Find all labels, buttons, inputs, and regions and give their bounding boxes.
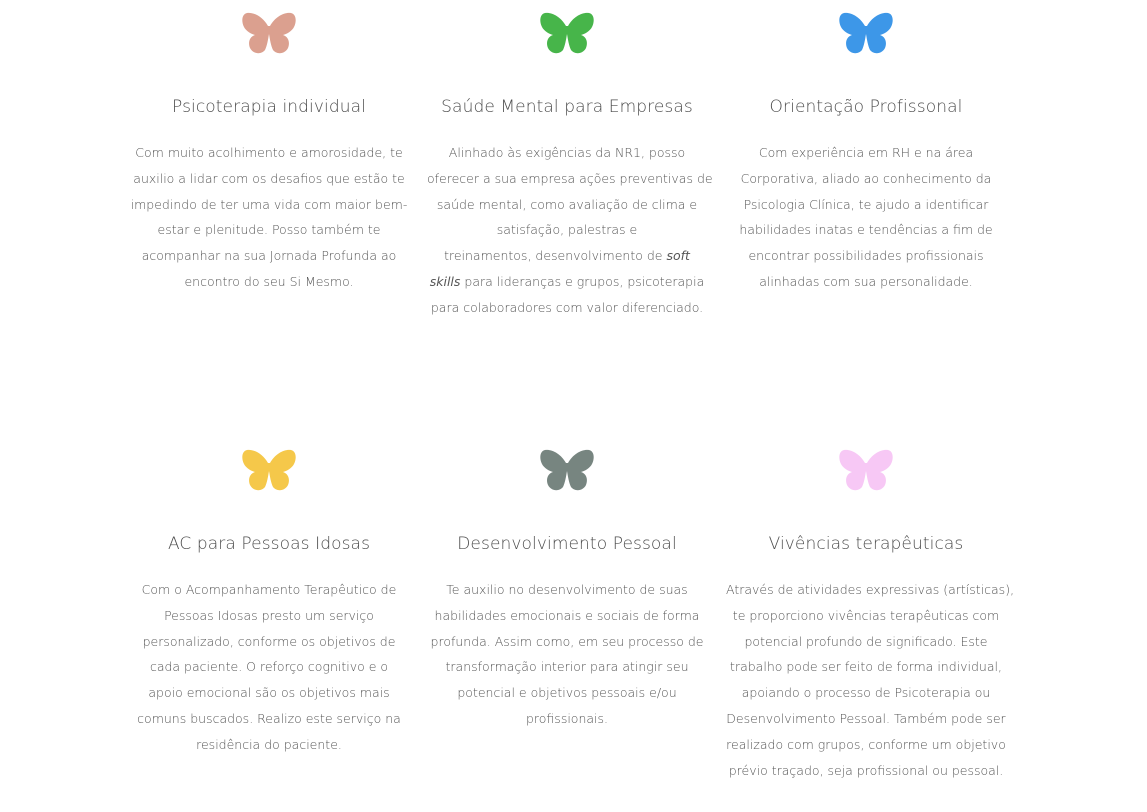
service-description-italic: soft [666,248,690,264]
service-description-line: saúde mental, como avaliação de clima e [436,196,698,212]
service-description [726,577,1015,783]
service-description-line: residência do paciente. [196,736,342,752]
butterfly-icon [539,12,595,56]
service-description-line: te proporciono vivências terapêuticas com [732,607,1000,623]
service-description-line: satisfação, palestras e [496,222,638,238]
service-description [129,140,409,295]
service-description-line: profunda. Assim como, em seu processo de [430,633,704,649]
service-description-line: potencial profundo de significado. Este [744,633,988,649]
butterfly-icon [838,12,894,56]
service-description-line: comuns buscados. Realizo este serviço na [137,710,401,726]
service-card-psicoterapia-individual [129,12,409,295]
service-description-line: Psicologia Clínica, te ajudo a identificar [743,196,989,212]
service-title: Psicoterapia individual [172,97,366,117]
butterfly-icon [241,449,297,493]
service-description-line [427,269,707,295]
service-description [129,577,409,758]
service-card-desenvolvimento-pessoal [427,449,707,732]
service-description-line: impedindo de ter uma vida com maior bem- [130,196,408,212]
service-description-line: personalizado, conforme os objetivos de [142,633,396,649]
service-description-line: Com o Acompanhamento Terapêutico de [141,582,397,597]
service-description-line: encontro do seu Si Mesmo. [184,273,354,289]
service-description-line: realizado com grupos, conforme um objetivo [726,736,1006,752]
service-title: Orientação Profissonal [769,97,963,117]
service-description-text: treinamentos, desenvolvimento de [444,248,663,264]
service-description [427,577,707,732]
service-description-line: Desenvolvimento Pessoal. Também pode ser [726,710,1006,726]
service-description-line: para colaboradores com valor diferenciado. [430,299,704,315]
service-card-vivencias-terapeuticas [726,449,1015,783]
service-description [726,140,1006,295]
service-title: AC para Pessoas Idosas [167,534,371,554]
service-description-line: Corporativa, aliado ao conhecimento da [740,170,992,186]
service-description-line: Pessoas Idosas presto um serviço [164,607,374,623]
butterfly-icon [241,12,297,56]
service-description-text: para lideranças e grupos, psicoterapia [464,273,705,289]
service-description-line: Com experiência em RH e na área [758,145,974,160]
service-description-line: habilidades emocionais e sociais de forma [434,607,700,623]
butterfly-icon [838,449,894,493]
butterfly-icon [539,449,595,493]
service-description-line: trabalho pode ser feito de forma individual, [730,659,1002,675]
service-description-line: alinhadas com sua personalidade. [759,273,973,289]
service-title: Desenvolvimento Pessoal [457,534,677,554]
service-description-line: Alinhado às exigências da NR1, posso [448,145,686,160]
service-description-line [427,243,707,269]
service-description-line: encontrar possibilidades profissionais [748,248,984,264]
service-card-ac-pessoas-idosas [129,449,409,758]
service-description-italic: skills [429,273,461,289]
service-card-saude-mental-empresas [427,12,713,321]
service-title: Vivências terapêuticas [768,534,964,554]
service-description-line: profissionais. [525,710,608,726]
service-description-line: prévio traçado, seja profissional ou pessoal. [728,762,1004,778]
service-description-line: auxilio a lidar com os desafios que estão te [133,170,405,186]
service-description-line: oferecer a sua empresa ações preventivas de [427,170,713,186]
service-description-line: apoio emocional são os objetivos mais [148,685,390,701]
service-description-line: Com muito acolhimento e amorosidade, te [135,145,403,160]
service-description-line: estar e plenitude. Posso também te [157,222,381,238]
service-description-line: habilidades inatas e tendências a fim de [739,222,993,238]
service-title: Saúde Mental para Empresas [441,97,693,117]
service-description-line: acompanhar na sua Jornada Profunda ao [141,248,397,264]
service-description-line: cada paciente. O reforço cognitivo e o [149,659,389,675]
service-description-line: apoiando o processo de Psicoterapia ou [741,685,991,701]
service-description-line: Através de atividades expressivas (artísticas), [726,582,1015,597]
service-description-line: transformação interior para atingir seu [445,659,689,675]
service-description [427,140,713,321]
service-description-line: Te auxilio no desenvolvimento de suas [446,582,688,597]
service-description-line: potencial e objetivos pessoais e/ou [457,685,677,701]
service-card-orientacao-profissional [726,12,1006,295]
